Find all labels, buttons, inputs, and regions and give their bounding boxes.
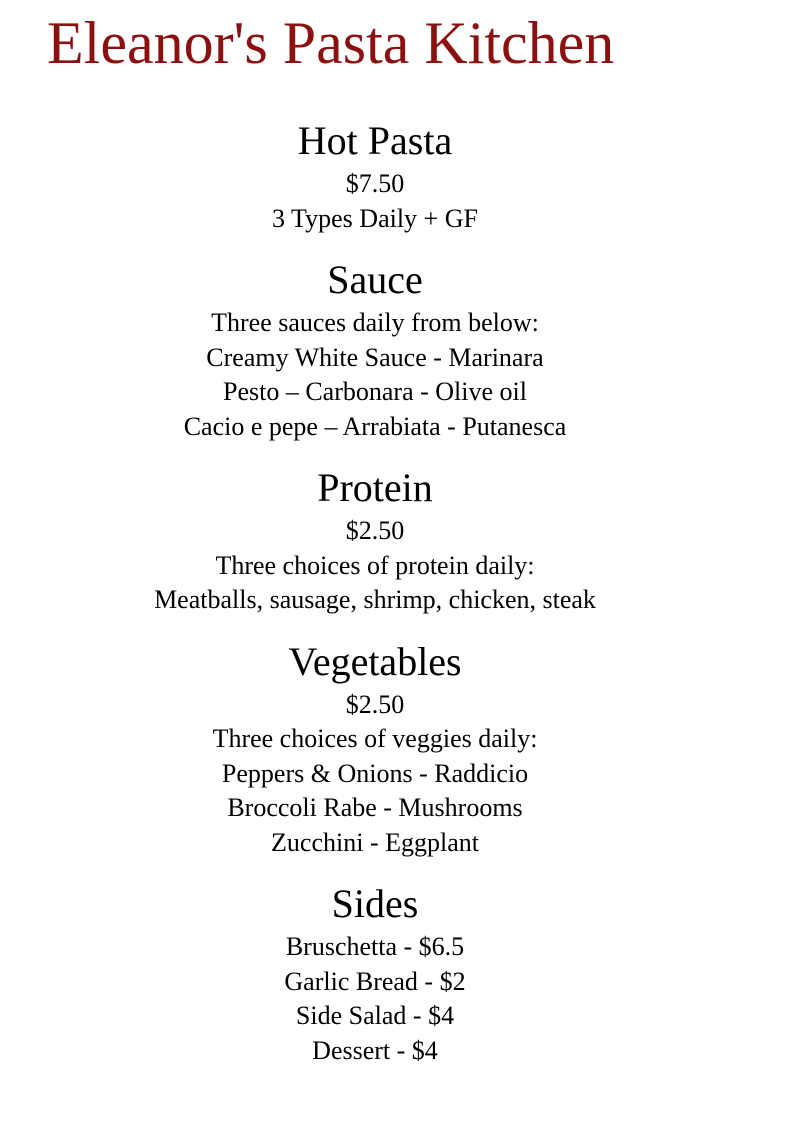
restaurant-title: Eleanor's Pasta Kitchen xyxy=(47,10,615,76)
section-heading-hot-pasta: Hot Pasta xyxy=(297,118,453,163)
vegetables-options-line: Broccoli Rabe - Mushrooms xyxy=(227,793,523,822)
section-heading-sides: Sides xyxy=(331,881,419,926)
side-item: Side Salad - $4 xyxy=(295,1001,455,1030)
sauce-options-line: Creamy White Sauce - Marinara xyxy=(206,342,544,372)
section-sauce xyxy=(0,254,750,444)
section-heading-sauce: Sauce xyxy=(327,257,423,302)
protein-price: $2.50 xyxy=(345,516,405,545)
vegetables-options-line: Zucchini - Eggplant xyxy=(271,827,479,857)
side-item: Dessert - $4 xyxy=(312,1035,438,1065)
section-protein xyxy=(0,462,750,618)
section-sides xyxy=(0,878,750,1068)
hot-pasta-price: $7.50 xyxy=(345,169,405,198)
sauce-options-line: Cacio e pepe – Arrabiata - Putanesca xyxy=(183,411,567,441)
vegetables-intro: Three choices of veggies daily: xyxy=(212,724,538,753)
side-item: Garlic Bread - $2 xyxy=(284,966,466,996)
vegetables-price: $2.50 xyxy=(345,689,405,719)
section-hot-pasta xyxy=(0,115,750,236)
side-item: Bruschetta - $6.5 xyxy=(285,932,465,961)
sauce-options-line: Pesto – Carbonara - Olive oil xyxy=(223,377,527,406)
section-heading-protein: Protein xyxy=(317,465,433,510)
protein-options-line: Meatballs, sausage, shrimp, chicken, steak xyxy=(154,585,596,614)
menu xyxy=(0,115,750,1068)
section-vegetables xyxy=(0,636,750,861)
protein-intro: Three choices of protein daily: xyxy=(215,550,535,580)
hot-pasta-description: 3 Types Daily + GF xyxy=(272,203,478,233)
section-heading-vegetables: Vegetables xyxy=(288,638,462,684)
vegetables-options-line: Peppers & Onions - Raddicio xyxy=(221,758,529,788)
sauce-intro: Three sauces daily from below: xyxy=(211,308,539,337)
